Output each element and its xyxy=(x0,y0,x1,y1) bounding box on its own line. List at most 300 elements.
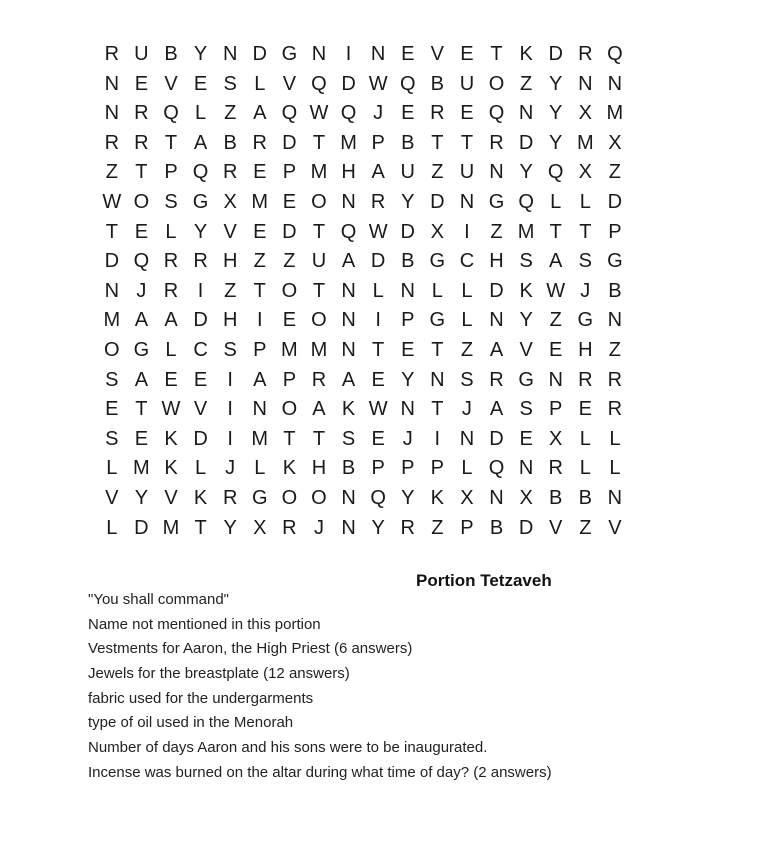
grid-letter: N xyxy=(222,43,238,65)
grid-letter: N xyxy=(607,309,623,332)
grid-letter: N xyxy=(489,486,504,509)
grid-row xyxy=(97,306,630,336)
grid-row xyxy=(97,366,630,396)
grid-letter: S xyxy=(105,427,119,450)
grid-letter: X xyxy=(578,161,592,184)
grid-letter: E xyxy=(253,220,267,243)
grid-letter: A xyxy=(341,250,356,273)
grid-letter: L xyxy=(461,309,473,332)
grid-letter: S xyxy=(578,250,592,273)
grid-letter: R xyxy=(400,516,415,539)
grid-letter: R xyxy=(134,102,149,125)
grid-letter: R xyxy=(282,516,297,539)
grid-letter: N xyxy=(341,190,356,213)
grid-letter: R xyxy=(578,43,593,65)
grid-letter: K xyxy=(341,398,356,421)
grid-letter: V xyxy=(430,43,444,65)
grid-letter: E xyxy=(401,338,415,361)
grid-letter: N xyxy=(311,43,327,65)
grid-letter: T xyxy=(194,516,207,539)
grid-letter: D xyxy=(193,427,208,450)
grid-letter: S xyxy=(341,427,356,450)
grid-letter: G xyxy=(281,43,298,65)
grid-letter: W xyxy=(368,72,388,95)
grid-letter: Z xyxy=(431,161,444,184)
grid-letter: Y xyxy=(134,486,149,509)
grid-letter: Q xyxy=(163,102,179,125)
grid-letter: J xyxy=(136,279,147,302)
grid-letter: A xyxy=(134,368,149,391)
grid-letter: N xyxy=(607,72,623,95)
grid-letter: O xyxy=(311,190,327,213)
grid-letter: L xyxy=(195,102,207,125)
grid-letter: K xyxy=(282,457,297,480)
grid-letter: T xyxy=(312,220,326,243)
grid-letter: C xyxy=(459,250,475,273)
grid-letter: I xyxy=(197,279,204,302)
grid-letter: E xyxy=(282,190,297,213)
grid-letter: K xyxy=(164,427,178,450)
grid-letter: P xyxy=(253,338,267,361)
grid-letter: B xyxy=(401,250,415,273)
grid-letter: L xyxy=(165,338,177,361)
grid-letter: O xyxy=(281,486,298,509)
grid-letter: P xyxy=(164,161,178,184)
grid-letter: Y xyxy=(549,131,563,154)
grid-row xyxy=(97,336,630,366)
grid-letter: X xyxy=(430,220,444,243)
grid-letter: T xyxy=(460,131,474,154)
grid-letter: L xyxy=(461,279,473,302)
grid-letter: M xyxy=(133,457,150,480)
grid-letter: L xyxy=(579,190,591,213)
grid-letter: R xyxy=(163,279,179,302)
grid-letter: R xyxy=(548,457,563,480)
grid-letter: N xyxy=(578,72,593,95)
grid-row xyxy=(97,454,630,484)
grid-letter: O xyxy=(281,279,298,302)
grid-letter: E xyxy=(371,427,385,450)
grid-letter: Q xyxy=(192,161,209,184)
grid-letter: N xyxy=(104,279,120,302)
grid-letter: T xyxy=(283,427,296,450)
clue-item: type of oil used in the Menorah xyxy=(88,714,294,732)
grid-letter: I xyxy=(375,309,381,332)
grid-letter: M xyxy=(281,338,298,361)
grid-letter: E xyxy=(460,102,474,125)
grid-row xyxy=(97,70,630,100)
grid-letter: L xyxy=(195,457,207,480)
grid-letter: P xyxy=(549,398,563,421)
grid-letter: N xyxy=(341,338,356,361)
grid-letter: M xyxy=(251,427,269,450)
grid-letter: D xyxy=(341,72,356,95)
grid-letter: I xyxy=(345,43,352,65)
grid-row xyxy=(97,218,630,248)
grid-letter: T xyxy=(312,279,326,302)
grid-letter: Z xyxy=(224,279,237,302)
clue-item: Number of days Aaron and his sons were to be inaugurated. xyxy=(88,739,488,757)
clue-item: Vestments for Aaron, the High Priest (6 answers) xyxy=(88,640,413,658)
grid-letter: R xyxy=(104,131,120,154)
grid-letter: R xyxy=(222,486,238,509)
grid-letter: D xyxy=(489,427,504,450)
grid-letter: I xyxy=(227,398,233,421)
grid-letter: P xyxy=(371,131,385,154)
grid-letter: H xyxy=(489,250,504,273)
grid-letter: N xyxy=(489,309,504,332)
grid-letter: E xyxy=(282,309,297,332)
grid-letter: N xyxy=(607,486,623,509)
grid-letter: M xyxy=(517,220,535,243)
grid-letter: Q xyxy=(281,102,298,125)
grid-letter: P xyxy=(282,368,297,391)
grid-letter: N xyxy=(430,368,445,391)
grid-letter: C xyxy=(193,338,208,361)
grid-letter: E xyxy=(578,398,592,421)
grid-letter: M xyxy=(606,102,624,125)
grid-letter: A xyxy=(253,368,267,391)
grid-letter: T xyxy=(490,43,503,65)
grid-letter: Y xyxy=(549,72,563,95)
grid-letter: T xyxy=(579,220,592,243)
grid-letter: T xyxy=(431,131,444,154)
grid-letter: Z xyxy=(608,161,621,184)
grid-letter: D xyxy=(400,220,415,243)
grid-letter: E xyxy=(371,368,385,391)
grid-letter: N xyxy=(518,102,534,125)
grid-letter: Y xyxy=(519,161,533,184)
grid-letter: N xyxy=(104,102,120,125)
clue-item: Incense was burned on the altar during what time of day? (2 answers) xyxy=(88,763,552,781)
grid-letter: E xyxy=(105,398,119,421)
grid-letter: T xyxy=(105,220,118,243)
grid-letter: S xyxy=(460,368,474,391)
grid-letter: K xyxy=(164,457,178,480)
grid-letter: E xyxy=(549,338,563,361)
grid-letter: L xyxy=(254,457,266,480)
grid-letter: A xyxy=(549,250,563,273)
grid-letter: L xyxy=(579,457,591,480)
grid-letter: B xyxy=(223,131,237,154)
grid-letter: D xyxy=(193,309,208,332)
grid-letter: N xyxy=(518,457,534,480)
grid-letter: Q xyxy=(370,486,386,509)
grid-letter: T xyxy=(549,220,562,243)
grid-letter: X xyxy=(460,486,474,509)
grid-letter: U xyxy=(459,72,475,95)
grid-letter: B xyxy=(578,486,592,509)
grid-letter: V xyxy=(164,486,178,509)
grid-row xyxy=(97,395,630,425)
grid-letter: J xyxy=(373,102,384,125)
grid-letter: L xyxy=(461,457,473,480)
grid-letter: G xyxy=(133,338,150,361)
grid-letter: H xyxy=(222,309,238,332)
grid-letter: G xyxy=(251,486,268,509)
grid-letter: T xyxy=(253,279,266,302)
grid-letter: G xyxy=(607,250,623,273)
grid-letter: S xyxy=(223,338,237,361)
grid-letter: J xyxy=(313,516,324,539)
grid-letter: I xyxy=(227,427,233,450)
grid-letter: Q xyxy=(340,220,357,243)
grid-letter: L xyxy=(106,457,118,480)
grid-row xyxy=(97,247,630,277)
grid-letter: V xyxy=(223,220,237,243)
grid-letter: V xyxy=(519,338,533,361)
grid-letter: T xyxy=(431,338,444,361)
grid-letter: U xyxy=(134,43,149,65)
grid-letter: R xyxy=(252,131,267,154)
grid-letter: Z xyxy=(253,250,266,273)
grid-letter: R xyxy=(489,131,504,154)
grid-letter: G xyxy=(518,368,534,391)
letter-grid xyxy=(97,40,630,543)
grid-letter: N xyxy=(341,486,356,509)
grid-letter: E xyxy=(401,102,415,125)
grid-letter: U xyxy=(459,161,475,184)
grid-letter: R xyxy=(370,190,386,213)
grid-letter: Z xyxy=(579,516,592,539)
grid-letter: L xyxy=(579,427,591,450)
grid-letter: H xyxy=(578,338,593,361)
grid-letter: E xyxy=(519,427,533,450)
grid-letter: J xyxy=(580,279,591,302)
grid-letter: A xyxy=(312,398,326,421)
grid-row xyxy=(97,99,630,129)
grid-letter: D xyxy=(430,190,445,213)
grid-row xyxy=(97,129,630,159)
grid-letter: R xyxy=(222,161,238,184)
grid-row xyxy=(97,514,630,544)
grid-letter: N xyxy=(341,516,356,539)
grid-letter: W xyxy=(368,220,388,243)
grid-letter: N xyxy=(400,398,415,421)
grid-letter: H xyxy=(311,457,327,480)
grid-letter: R xyxy=(607,368,623,391)
grid-letter: T xyxy=(135,398,148,421)
grid-letter: L xyxy=(550,190,562,213)
grid-letter: L xyxy=(609,457,621,480)
grid-letter: W xyxy=(546,279,566,302)
grid-letter: B xyxy=(489,516,504,539)
grid-letter: E xyxy=(460,43,474,65)
grid-letter: V xyxy=(608,516,622,539)
grid-letter: Q xyxy=(547,161,564,184)
grid-letter: E xyxy=(134,220,149,243)
grid-letter: I xyxy=(256,309,263,332)
clue-item: "You shall command" xyxy=(88,591,230,608)
grid-letter: O xyxy=(488,72,505,95)
grid-letter: E xyxy=(193,72,208,95)
grid-letter: N xyxy=(252,398,267,421)
grid-letter: R xyxy=(134,131,149,154)
grid-letter: S xyxy=(519,398,533,421)
grid-letter: Z xyxy=(105,161,118,184)
grid-letter: D xyxy=(134,516,149,539)
grid-letter: A xyxy=(253,102,267,125)
grid-letter: G xyxy=(429,309,446,332)
grid-row xyxy=(97,40,630,70)
grid-letter: L xyxy=(165,220,177,243)
grid-letter: M xyxy=(162,516,180,539)
grid-letter: Y xyxy=(371,516,385,539)
grid-letter: P xyxy=(608,220,622,243)
grid-letter: N xyxy=(104,72,120,95)
grid-letter: B xyxy=(164,43,178,65)
grid-letter: D xyxy=(282,220,297,243)
grid-letter: Z xyxy=(460,338,474,361)
grid-letter: A xyxy=(371,161,385,184)
grid-letter: J xyxy=(402,427,413,450)
grid-letter: K xyxy=(519,279,533,302)
grid-letter: V xyxy=(105,486,119,509)
grid-row xyxy=(97,188,630,218)
grid-letter: N xyxy=(341,309,356,332)
grid-letter: B xyxy=(608,279,622,302)
grid-letter: L xyxy=(609,427,621,450)
grid-letter: X xyxy=(223,190,237,213)
grid-letter: N xyxy=(400,279,415,302)
grid-letter: Z xyxy=(224,102,237,125)
grid-letter: Z xyxy=(549,309,562,332)
grid-letter: B xyxy=(341,457,356,480)
grid-letter: Z xyxy=(608,338,621,361)
grid-letter: A xyxy=(341,368,356,391)
grid-letter: R xyxy=(311,368,327,391)
clue-item: Name not mentioned in this portion xyxy=(88,615,321,633)
grid-letter: A xyxy=(193,131,208,154)
grid-letter: U xyxy=(400,161,415,184)
grid-letter: P xyxy=(282,161,297,184)
grid-letter: D xyxy=(518,131,534,154)
grid-letter: K xyxy=(193,486,208,509)
grid-letter: R xyxy=(163,250,179,273)
grid-letter: Z xyxy=(283,250,296,273)
grid-letter: L xyxy=(106,516,118,539)
grid-letter: M xyxy=(340,131,357,154)
grid-letter: V xyxy=(164,72,178,95)
grid-letter: Y xyxy=(401,190,415,213)
grid-letter: I xyxy=(464,220,470,243)
grid-letter: G xyxy=(577,309,594,332)
grid-letter: E xyxy=(193,368,208,391)
grid-letter: L xyxy=(254,72,266,95)
grid-letter: D xyxy=(104,250,120,273)
grid-letter: A xyxy=(164,309,178,332)
grid-letter: O xyxy=(311,486,327,509)
grid-letter: V xyxy=(282,72,297,95)
grid-letter: R xyxy=(430,102,445,125)
grid-letter: E xyxy=(134,427,149,450)
grid-letter: W xyxy=(102,190,122,213)
grid-letter: O xyxy=(133,190,150,213)
grid-letter: R xyxy=(104,43,120,65)
grid-letter: I xyxy=(434,427,441,450)
grid-letter: H xyxy=(222,250,238,273)
grid-row xyxy=(97,425,630,455)
grid-letter: E xyxy=(401,43,415,65)
clue-list xyxy=(88,588,552,786)
clue-item: Jewels for the breastplate (12 answers) xyxy=(88,665,350,683)
grid-letter: T xyxy=(372,338,385,361)
grid-letter: S xyxy=(223,72,237,95)
grid-letter: S xyxy=(105,368,119,391)
grid-letter: Q xyxy=(518,190,534,213)
grid-letter: Q xyxy=(133,250,150,273)
grid-letter: X xyxy=(549,427,563,450)
grid-letter: N xyxy=(459,190,475,213)
grid-row xyxy=(97,484,630,514)
grid-letter: W xyxy=(161,398,181,421)
grid-letter: V xyxy=(193,398,208,421)
grid-letter: N xyxy=(459,427,475,450)
grid-letter: T xyxy=(312,131,326,154)
grid-letter: M xyxy=(251,190,269,213)
grid-letter: X xyxy=(578,102,592,125)
grid-letter: P xyxy=(401,309,415,332)
grid-letter: J xyxy=(225,457,236,480)
grid-letter: D xyxy=(548,43,563,65)
grid-letter: R xyxy=(607,398,623,421)
grid-letter: Z xyxy=(431,516,444,539)
grid-letter: N xyxy=(489,161,504,184)
grid-letter: Q xyxy=(311,72,327,95)
grid-letter: O xyxy=(311,309,327,332)
grid-letter: X xyxy=(608,131,622,154)
grid-letter: W xyxy=(368,398,388,421)
grid-letter: V xyxy=(549,516,563,539)
grid-letter: G xyxy=(429,250,446,273)
grid-letter: Y xyxy=(401,368,415,391)
grid-letter: B xyxy=(549,486,563,509)
grid-letter: K xyxy=(519,43,533,65)
grid-letter: Q xyxy=(488,457,505,480)
grid-letter: O xyxy=(104,338,120,361)
grid-letter: N xyxy=(548,368,563,391)
grid-letter: M xyxy=(310,338,328,361)
grid-letter: D xyxy=(252,43,267,65)
grid-letter: L xyxy=(372,279,384,302)
grid-letter: D xyxy=(607,190,623,213)
grid-letter: X xyxy=(519,486,533,509)
clue-item: fabric used for the undergarments xyxy=(88,689,314,707)
grid-letter: T xyxy=(164,131,178,154)
grid-letter: I xyxy=(227,368,233,391)
grid-letter: M xyxy=(310,161,328,184)
grid-letter: W xyxy=(309,102,329,125)
grid-letter: Y xyxy=(401,486,415,509)
grid-row xyxy=(97,158,630,188)
grid-letter: P xyxy=(460,516,474,539)
grid-letter: S xyxy=(519,250,533,273)
grid-letter: T xyxy=(135,161,148,184)
grid-letter: R xyxy=(489,368,504,391)
grid-letter: L xyxy=(431,279,443,302)
grid-letter: M xyxy=(103,309,121,332)
grid-letter: Q xyxy=(340,102,357,125)
grid-letter: O xyxy=(281,398,298,421)
grid-letter: A xyxy=(134,309,149,332)
grid-letter: J xyxy=(461,398,472,421)
grid-letter: P xyxy=(401,457,415,480)
grid-letter: Y xyxy=(223,516,237,539)
grid-letter: K xyxy=(430,486,444,509)
grid-letter: E xyxy=(164,368,178,391)
grid-letter: D xyxy=(489,279,504,302)
grid-letter: M xyxy=(576,131,594,154)
